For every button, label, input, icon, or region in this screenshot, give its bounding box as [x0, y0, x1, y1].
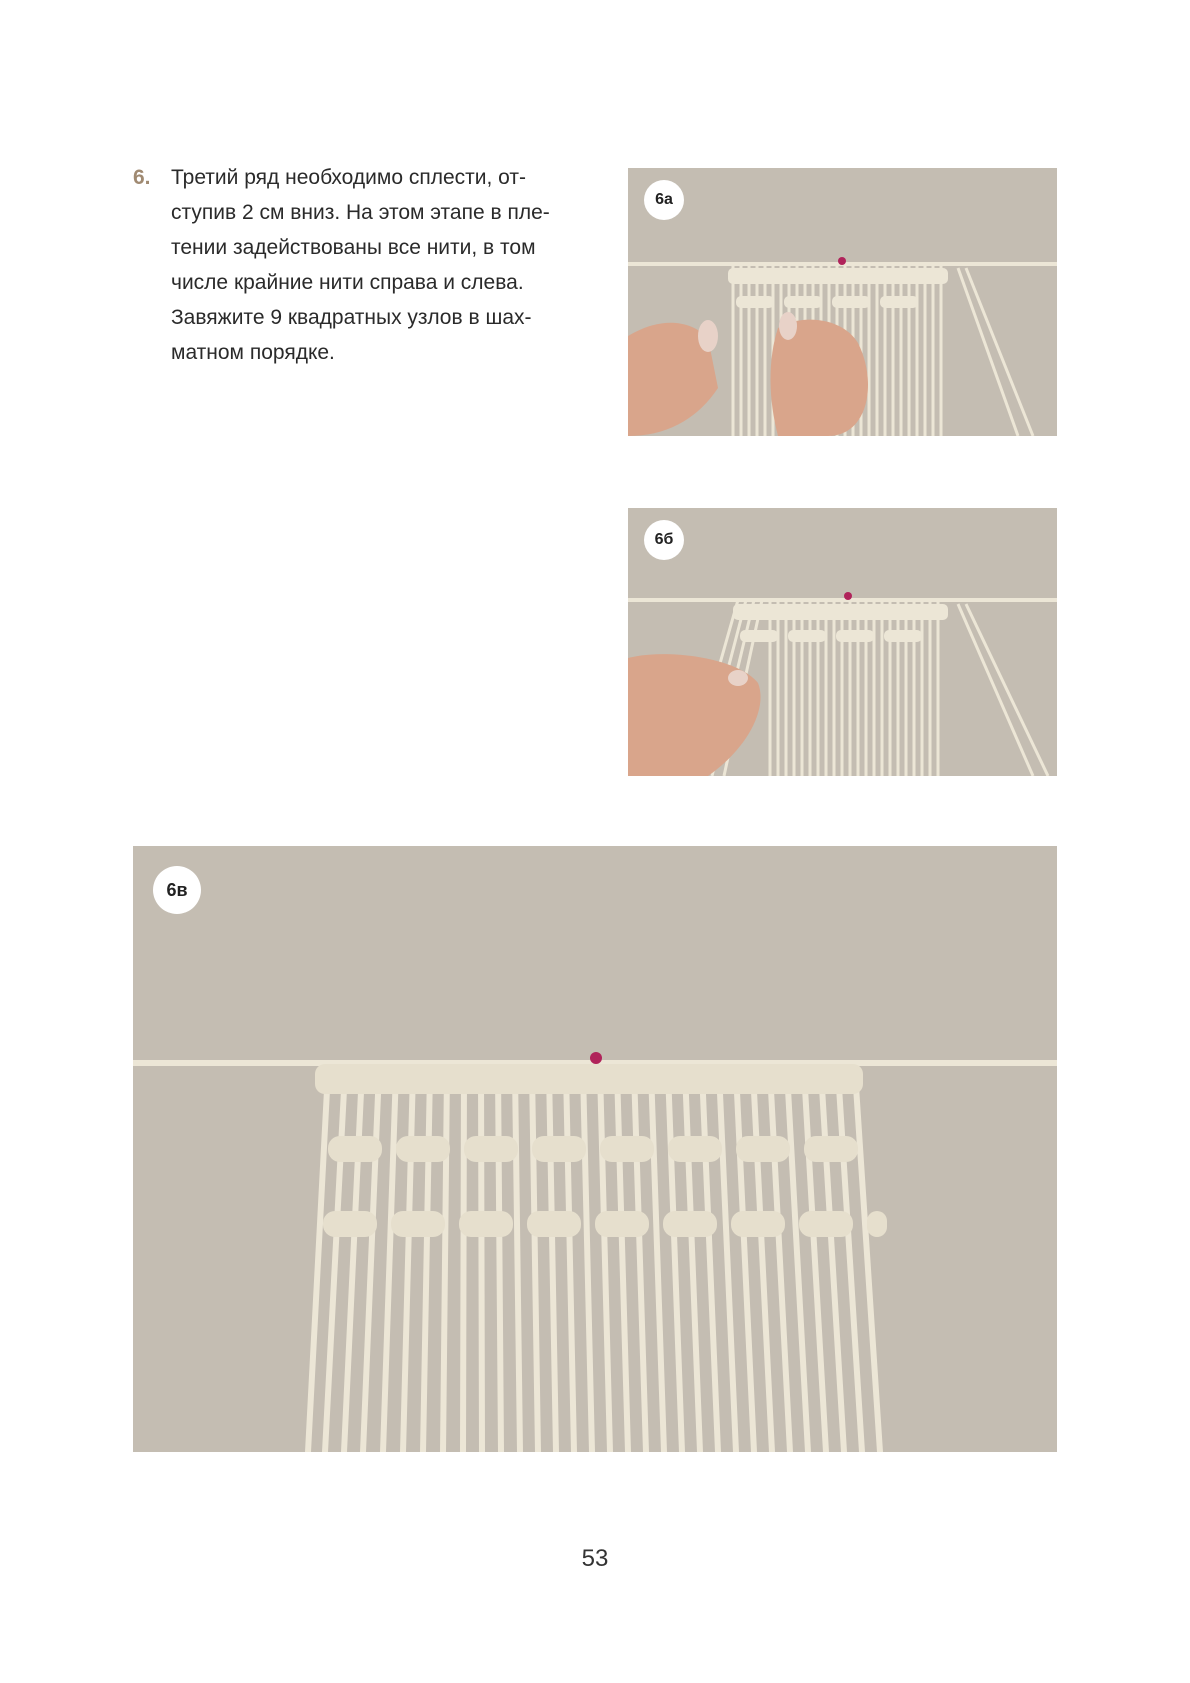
step-text-line: числе крайние нити справа и слева. — [171, 271, 524, 294]
macrame-photo-6c — [133, 846, 1057, 1452]
macrame-photo-6a — [628, 168, 1057, 436]
photo-6c — [133, 846, 1057, 1452]
step-number: 6. — [133, 166, 151, 189]
photo-label-6b: 6б — [644, 520, 684, 560]
photo-6a — [628, 168, 1057, 436]
page-number: 53 — [581, 1545, 609, 1572]
step-text-line: Завяжите 9 квадратных узлов в шах- — [171, 306, 532, 329]
photo-6b — [628, 508, 1057, 776]
photo-label-6c: 6в — [153, 866, 201, 914]
photo-label-6a: 6а — [644, 180, 684, 220]
step-text — [171, 160, 563, 370]
step-text-line: тении задействованы все нити, в том — [171, 236, 536, 259]
macrame-photo-6b — [628, 508, 1057, 776]
step-text-line: Третий ряд необходимо сплести, от- — [171, 166, 526, 189]
step-text-line: ступив 2 см вниз. На этом этапе в пле- — [171, 201, 550, 224]
step-6 — [133, 160, 563, 370]
step-text-line: матном порядке. — [171, 341, 335, 364]
